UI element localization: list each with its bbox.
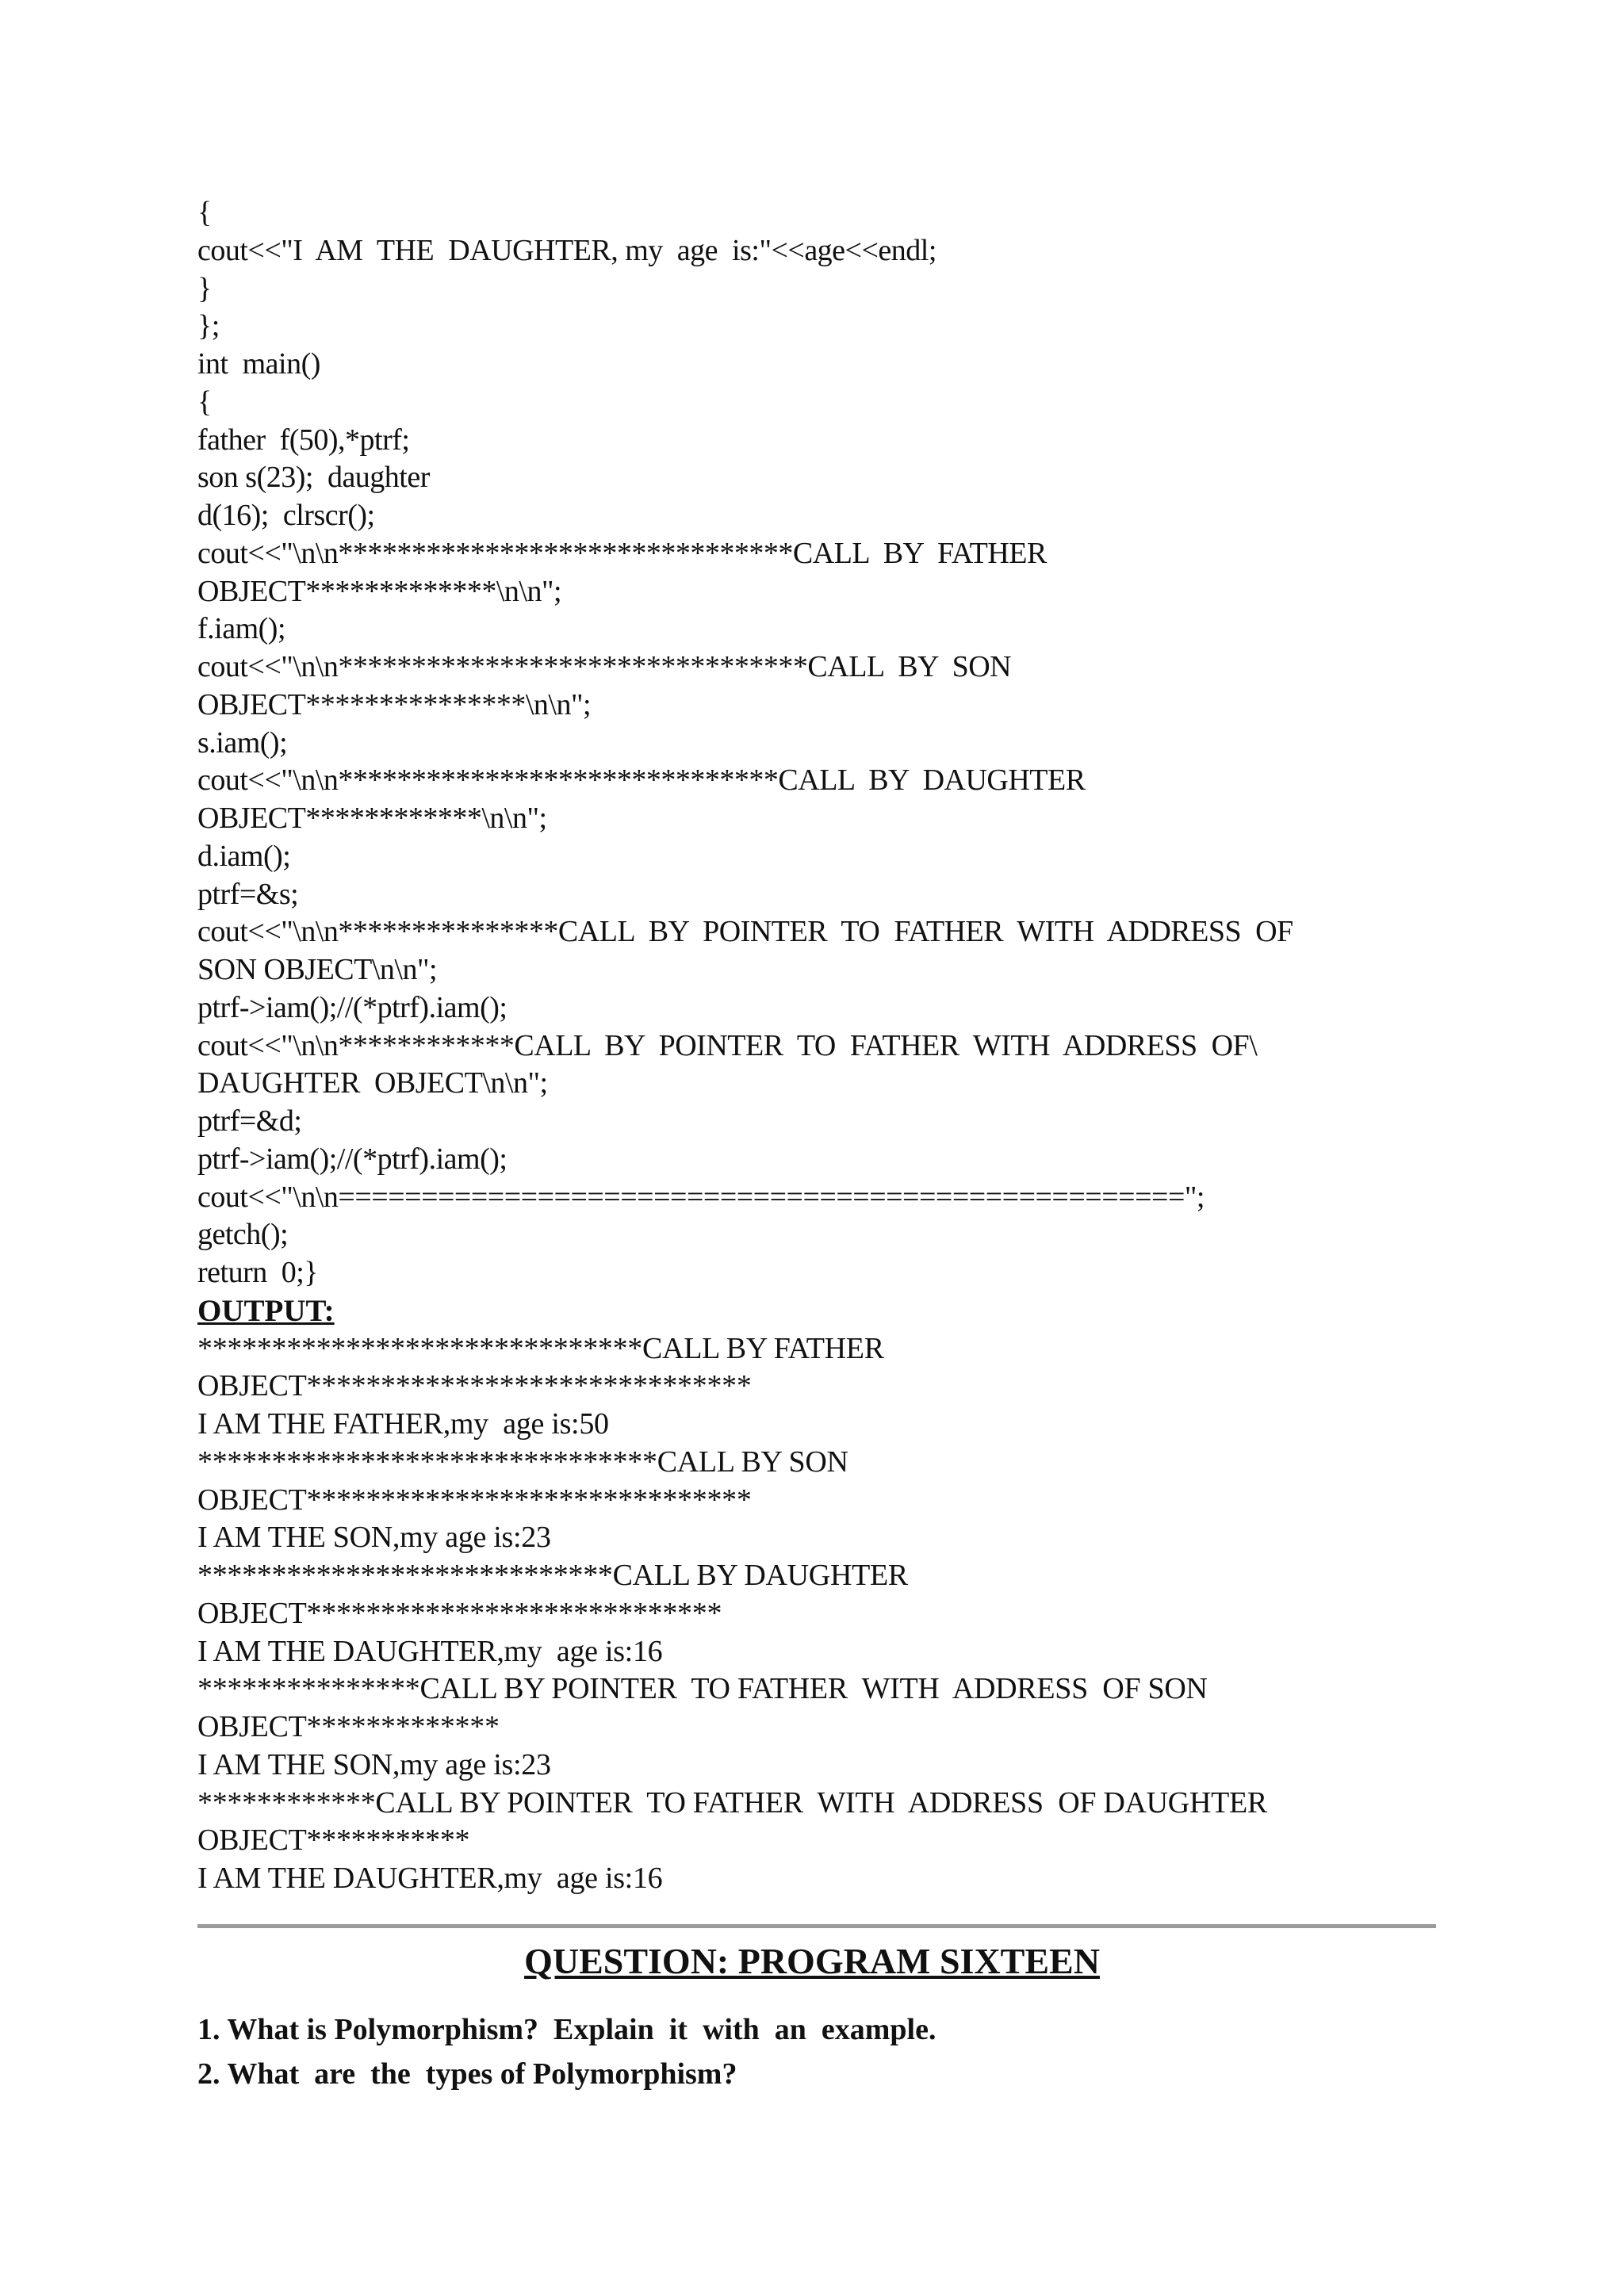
output-line: OBJECT****************************** [197, 1369, 752, 1403]
code-line: ptrf->iam();//(*ptrf).iam(); [197, 1142, 508, 1176]
code-line: getch(); [197, 1218, 289, 1252]
code-line: }; [197, 309, 220, 343]
code-line: { [197, 385, 212, 419]
code-line: cout<<"\n\n==================================================="; [197, 1180, 1205, 1214]
code-line: f.iam(); [197, 612, 286, 646]
output-line: OBJECT****************************** [197, 1483, 752, 1517]
code-line: int main() [197, 347, 320, 381]
output-line: I AM THE FATHER,my age is:50 [197, 1407, 609, 1441]
question-item: 1. What is Polymorphism? Explain it with an example. [197, 2013, 936, 2046]
code-line: father f(50),*ptrf; [197, 423, 410, 457]
output-line: ************CALL BY POINTER TO FATHER WITH ADDRESS OF DAUGHTER [197, 1785, 1267, 1820]
code-line: cout<<"\n\n*******************************CALL BY FATHER [197, 536, 1047, 570]
question-item: 2. What are the types of Polymorphism? [197, 2057, 737, 2091]
question-list [197, 2007, 1434, 2096]
code-line: SON OBJECT\n\n"; [197, 953, 438, 986]
code-line: ptrf=&s; [197, 877, 299, 911]
output-line: I AM THE DAUGHTER,my age is:16 [197, 1862, 663, 1895]
output-line: OBJECT**************************** [197, 1596, 722, 1630]
code-line: ptrf->iam();//(*ptrf).iam(); [197, 990, 508, 1024]
code-line: DAUGHTER OBJECT\n\n"; [197, 1066, 548, 1100]
output-line: *******************************CALL BY SON [197, 1445, 848, 1479]
output-line: OBJECT*********** [197, 1823, 470, 1858]
output-line: I AM THE SON,my age is:23 [197, 1521, 551, 1555]
code-line: cout<<"\n\n******************************CALL BY DAUGHTER [197, 763, 1086, 798]
code-line: OBJECT************\n\n"; [197, 802, 547, 835]
output-line: I AM THE DAUGHTER,my age is:16 [197, 1634, 663, 1668]
code-line: cout<<"\n\n********************************CALL BY SON [197, 650, 1012, 683]
output-line: I AM THE SON,my age is:23 [197, 1747, 551, 1781]
code-line: ptrf=&d; [197, 1104, 302, 1138]
code-line: OBJECT*************\n\n"; [197, 574, 562, 608]
code-line: cout<<"I AM THE DAUGHTER, my age is:"<<age<<endl; [197, 233, 936, 267]
output-heading: OUTPUT: [197, 1293, 335, 1328]
question-title [0, 1938, 1624, 1985]
code-line: OBJECT***************\n\n"; [197, 687, 592, 721]
code-line: cout<<"\n\n***************CALL BY POINTER TO FATHER WITH ADDRESS OF [197, 915, 1293, 949]
section-divider [197, 1924, 1436, 1928]
code-line: return 0;} [197, 1256, 319, 1289]
code-line: cout<<"\n\n************CALL BY POINTER TO FATHER WITH ADDRESS OF\ [197, 1028, 1258, 1062]
output-line: ****************************CALL BY DAUGHTER [197, 1559, 908, 1592]
program-output [197, 1330, 1434, 1898]
code-listing [197, 194, 1434, 1898]
code-line: { [197, 196, 212, 229]
code-line: son s(23); daughter [197, 461, 430, 495]
output-line: ***************CALL BY POINTER TO FATHER WITH ADDRESS OF SON [197, 1672, 1208, 1706]
output-line: OBJECT************* [197, 1710, 500, 1743]
code-line: s.iam(); [197, 725, 288, 760]
code-line: } [197, 271, 212, 305]
code-line: d.iam(); [197, 839, 291, 873]
output-line: ******************************CALL BY FATHER [197, 1331, 884, 1365]
question-title-text: QUESTION: PROGRAM SIXTEEN [524, 1941, 1100, 1981]
code-line: d(16); clrscr(); [197, 499, 375, 532]
